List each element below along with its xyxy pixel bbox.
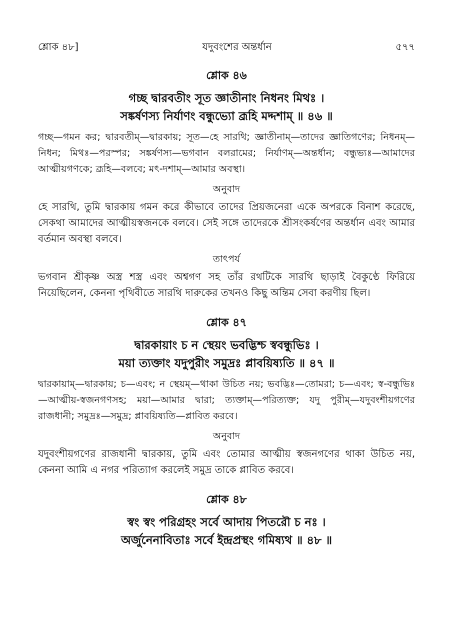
page-header xyxy=(38,40,415,57)
verse-46-line-1: গচ্ছ দ্বারবতীং সূত জ্ঞাতীনাং নিধনং মিথঃ । xyxy=(128,91,325,105)
verse-47-line-1: দ্বারকায়াং চ ন স্থেয়ং ভবদ্ভিশ্চ স্ববন্ধুভিঃ । xyxy=(134,338,319,352)
verse-46-synonyms: গচ্ছ—গমন কর; দ্বারবতীম্—দ্বারকায়; সূত—হে সারথি; জ্ঞাতীনাম্—তাদের জ্ঞাতিগণের; নিধনম্—নিধন; মিথঃ—পরস্পর; সঙ্কর্ষণস্য—ভগবান বলরামের; নির্যাণম্—অন্তর্ধান; বন্ধুভ্যঃ—আমাদের আত্মীয়গণকে; ব্রূহি—বলবে; মৎ-দশাম্—আমার অবস্থা। xyxy=(38,132,415,175)
verse-48-title: শ্লোক ৪৮ xyxy=(206,493,247,506)
verse-46-purport-title: তাৎপর্য xyxy=(212,254,241,265)
verse-47-title: শ্লোক ৪৭ xyxy=(206,316,247,329)
header-verse-ref: শ্লোক ৪৮] xyxy=(38,42,79,53)
verse-47-synonyms: দ্বারকায়াম্—দ্বারকায়; চ—এবং; ন স্থেয়ম্—থাকা উচিত নয়; ভবদ্ভিঃ—তোমরা; চ—এবং; স্ব-বন্ধুভিঃ—আত্মীয়-স্বজনগণসহ; ময়া—আমার দ্বারা; ত্যক্তাম্—পরিত্যক্ত; যদু পুরীম্—যদুবংশীয়গণের রাজধানী; সমুদ্রঃ—সমুদ্র; প্লাবয়িষ্যতি—প্লাবিত করবে। xyxy=(38,379,415,422)
verse-46-title: শ্লোক ৪৬ xyxy=(206,69,247,82)
verse-47-line-2: ময়া ত্যক্তাং যদুপুরীং সমুদ্রঃ প্লাবয়িষ্যতি ॥ ৪৭ ॥ xyxy=(118,356,335,370)
verse-46-translation-title: অনুবাদ xyxy=(212,184,241,195)
verse-46-line-2: সঙ্কর্ষণস্য নির্যাণং বন্ধুভ্যো ব্রূহি মদ্দশাম্ ॥ ৪৬ ॥ xyxy=(120,109,333,123)
verse-47-translation-title: অনুবাদ xyxy=(212,431,241,442)
verse-48-line-1: স্বং স্বং পরিগ্রহং সর্বে আদায় পিতরৌ চ নঃ । xyxy=(127,515,326,529)
header-chapter-title: যদুবংশের অন্তর্ধান xyxy=(202,42,272,53)
verse-46-translation: হে সারথি, তুমি দ্বারকায় গমন করে কীভাবে তাদের প্রিয়জনেরা একে অপরকে বিনাশ করেছে, সেকথা আমাদের আত্মীয়স্বজনকে বলবে। সেই সঙ্গে তাদেরকে শ্রীসংকর্ষণের অন্তর্ধান এবং আমার বর্তমান অবস্থা বলবে। xyxy=(38,202,415,245)
verse-48-line-2: অর্জুনেনাবিতাঃ সর্বে ইন্দ্রপ্রস্থং গমিষ্যথ ॥ ৪৮ ॥ xyxy=(120,533,333,547)
header-page-number: ৫৭৭ xyxy=(395,42,415,53)
verse-46-purport: ভগবান শ্রীকৃষ্ণ অস্ত্র শস্ত্র এবং অশ্বগণ সহ তাঁর রথটিকে সারথি ছাড়াই বৈকুণ্ঠে ফিরিয়ে নিয়েছিলেন, কেননা পৃথিবীতে সারথি দারুকের তখনও কিছু অন্তিম সেবা করণীয় ছিল। xyxy=(38,272,415,299)
verse-47-translation: যদুবংশীয়গণের রাজধানী দ্বারকায়, তুমি এবং তোমার আত্মীয় স্বজনগণের থাকা উচিত নয়, কেননা আমি এ নগর পরিত্যাগ করলেই সমুদ্র তাকে প্লাবিত করবে। xyxy=(38,449,415,476)
